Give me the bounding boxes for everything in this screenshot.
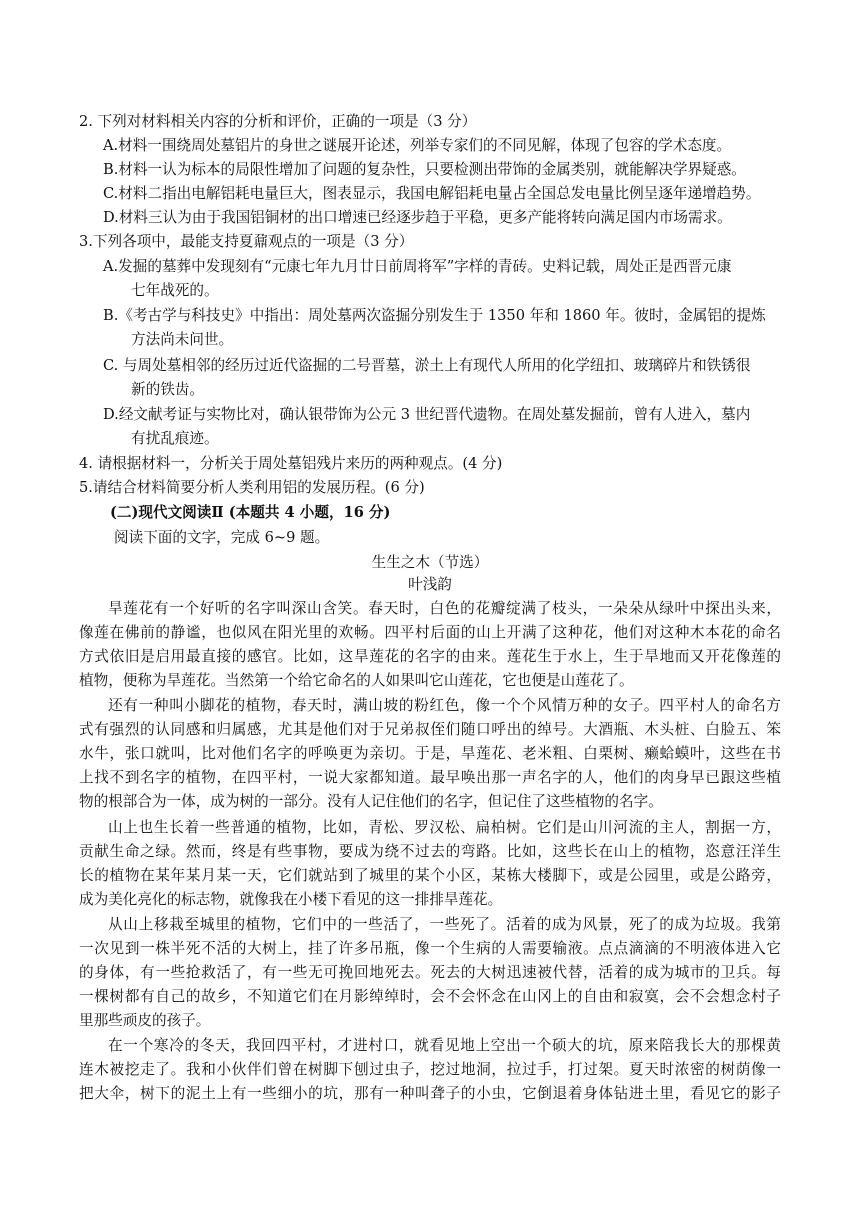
q3-option-b: B.《考古学与科技史》中指出：周处墓两次盗掘分别发生于 1350 年和 1860 年。彼时，金属铝的提炼 [103, 307, 766, 324]
p5-line-1: 在一个寒冷的冬天，我回四平村，才进村口，就看见地上空出一个硕大的坑，原来陪我长大的那棵黄 [108, 1037, 781, 1054]
q5: 5.请结合材料简要分析人类利用铝的发展历程。(6 分) [79, 479, 425, 496]
p5-line-3: 把大伞，树下的泥土上有一些细小的坑，那有一种叫聋子的小虫，它倒退着身体钻进土里，看见它的影子 [79, 1085, 781, 1102]
q2-option-c: C.材料二指出电解铝耗电量巨大，图表显示，我国电解铝耗电量占全国总发电量比例呈逐年递增趋势。 [103, 185, 761, 202]
p1-line-4: 植物，便称为旱莲花。当然第一个给它命名的人如果叫它山莲花，它也便是山莲花了。 [79, 672, 634, 689]
article-author: 叶浅韵 [408, 576, 452, 593]
q3-option-a-cont: 七年战死的。 [131, 282, 219, 299]
q3-option-b-cont: 方法尚未问世。 [131, 331, 234, 348]
p1-line-1: 旱莲花有一个好听的名字叫深山含笑。春天时，白色的花瓣绽满了枝头，一朵朵从绿叶中探出头来， [108, 600, 781, 617]
p4-line-5: 里那些顽皮的孩子。 [79, 1012, 211, 1029]
p3-line-3: 长的植物在某年某月某一天，它们就站到了城里的某个小区，某栋大楼脚下，或是公园里，或是公路旁， [79, 867, 781, 884]
section-instruction: 阅读下面的文字，完成 6~9 题。 [114, 529, 330, 546]
p2-line-1: 还有一种叫小脚花的植物，春天时，满山坡的粉红色，像一个个风情万种的女子。四平村人的命名方 [108, 697, 781, 714]
p3-line-4: 成为美化亮化的标志物，就像我在小楼下看见的这一排排旱莲花。 [79, 891, 503, 908]
p2-line-5: 物的根部合为一体，成为树的一部分。没有人记住他们的名字，但记住了这些植物的名字。 [79, 793, 663, 810]
section-heading: (二)现代文阅读Ⅱ (本题共 4 小题，16 分) [110, 504, 391, 521]
q3-option-c-cont: 新的铁齿。 [131, 381, 204, 398]
p2-line-2: 式有强烈的认同感和归属感，尤其是他们对于兄弟叔侄们随口呼出的绰号。大酒瓶、木头桩、白脸五、笨 [79, 721, 781, 738]
q3-option-c: C. 与周处墓相邻的经历过近代盗掘的二号晋墓，淤土上有现代人所用的化学纽扣、玻璃碎片和铁锈很 [103, 357, 751, 374]
q2-option-a: A.材料一围绕周处墓铝片的身世之谜展开论述，列举专家们的不同见解，体现了包容的学术态度。 [103, 137, 732, 154]
p2-line-4: 上找不到名字的植物，在四平村，一说大家都知道。最早唤出那一声名字的人，他们的肉身早已跟这些植 [79, 769, 781, 786]
p5-line-2: 连木被挖走了。我和小伙伴们曾在树脚下刨过虫子，挖过地洞，拉过手，打过架。夏天时浓密的树荫像一 [79, 1061, 781, 1078]
p4-line-4: 一棵树都有自己的故乡，不知道它们在月影绰绰时，会不会怀念在山冈上的自由和寂寞，会不会想念村子 [79, 988, 781, 1005]
q3-option-d-cont: 有扰乱痕迹。 [131, 430, 219, 447]
q4: 4. 请根据材料一，分析关于周处墓铝残片来历的两种观点。(4 分) [79, 455, 503, 472]
q3-option-d: D.经文献考证与实物比对，确认银带饰为公元 3 世纪晋代遗物。在周处墓发掘前，曾有人进入，墓内 [103, 406, 751, 423]
p2-line-3: 水牛，张口就叫，比对他们名字的呼唤更为亲切。于是，旱莲花、老米粗、白栗树、癞蛤蟆叶，这些在书 [79, 745, 781, 762]
q2-stem: 2. 下列对材料相关内容的分析和评价，正确的一项是（3 分） [79, 113, 477, 130]
p1-line-2: 像莲在佛前的静谧，也似风在阳光里的欢畅。四平村后面的山上开满了这种花，他们对这种木本花的命名 [79, 624, 781, 641]
p1-line-3: 方式依旧是启用最直接的感官。比如，这旱莲花的名字的由来。莲花生于水上，生于旱地而又开花像莲的 [79, 648, 781, 665]
q2-option-d: D.材料三认为由于我国铝铜材的出口增速已经逐步趋于平稳，更多产能将转向满足国内市场需求。 [103, 209, 732, 226]
p3-line-1: 山上也生长着一些普通的植物，比如，青松、罗汉松、扁柏树。它们是山川河流的主人，割据一方， [108, 819, 781, 836]
q2-option-b: B.材料一认为标本的局限性增加了问题的复杂性，只要检测出带饰的金属类别，就能解决学界疑惑。 [103, 161, 746, 178]
p4-line-2: 一次见到一株半死不活的大树上，挂了许多吊瓶，像一个生病的人需要输液。点点滴滴的不明液体进入它 [79, 940, 781, 957]
q3-stem: 3.下列各项中，最能支持夏鼐观点的一项是（3 分） [79, 233, 414, 250]
p4-line-1: 从山上移栽至城里的植物，它们中的一些活了，一些死了。活着的成为风景，死了的成为垃圾。我第 [108, 916, 781, 933]
article-title: 生生之木（节选） [371, 554, 489, 571]
p3-line-2: 贡献生命之绿。然而，终是有些事物，要成为绕不过去的弯路。比如，这些长在山上的植物，恣意汪洋生 [79, 843, 781, 860]
q3-option-a: A.发掘的墓葬中发现刻有“元康七年九月廿日前周将军”字样的青砖。史料记载，周处正是西晋元康 [103, 258, 732, 275]
p4-line-3: 的身体，有一些抢救活了，有一些无可挽回地死去。死去的大树迅速被代替，活着的成为城市的卫兵。每 [79, 964, 781, 981]
